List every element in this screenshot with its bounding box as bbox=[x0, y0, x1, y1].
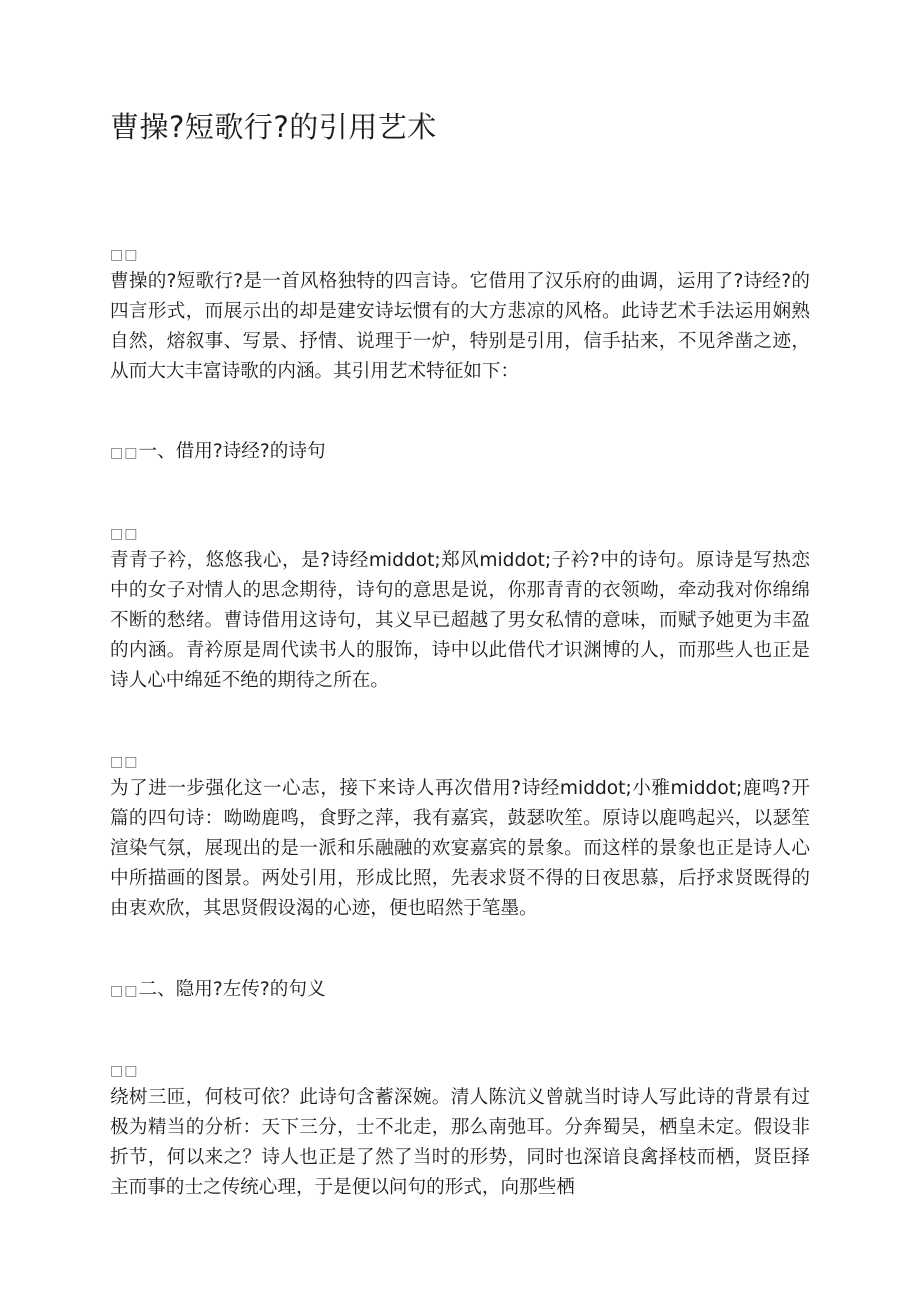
paragraph-luming bbox=[110, 750, 810, 924]
indent-glyphs: □□ bbox=[110, 526, 139, 542]
indent-glyphs: □□ bbox=[110, 445, 139, 461]
paragraph-text: 绕树三匝，何枝可依？此诗句含蓄深婉。清人陈沆义曾就当时诗人写此诗的背景有过极为精当的分析：天下三分，士不北走，那么南弛耳。分奔蜀吴，栖皇未定。假设非折节，何以来之？诗人也正是了然了当时的形势，同时也深谙良禽择枝而栖，贤臣择主而事的士之传统心理，于是便以问句的形式，向那些栖 bbox=[110, 1087, 810, 1198]
section-heading-text: 一、借用?诗经?的诗句 bbox=[138, 441, 326, 462]
paragraph-intro bbox=[110, 243, 810, 387]
paragraph-raoshu bbox=[110, 1059, 810, 1203]
indent-glyphs: □□ bbox=[110, 754, 139, 770]
document-title: 曹操?短歌行?的引用艺术 bbox=[110, 110, 437, 144]
indent-glyphs: □□ bbox=[110, 1063, 139, 1079]
paragraph-text: 为了进一步强化这一心志，接下来诗人再次借用?诗经middot;小雅middot;鹿鸣?开篇的四句诗：呦呦鹿鸣，食野之萍，我有嘉宾，鼓瑟吹笙。原诗以鹿鸣起兴，以瑟笙渲染气氛，展现出的是一派和乐融融的欢宴嘉宾的景象。而这样的景象也正是诗人心中所描画的图景。两处引用，形成比照，先表求贤不得的日夜思慕，后抒求贤既得的由衷欢欣，其思贤假设渴的心迹，便也昭然于笔墨。 bbox=[110, 778, 810, 919]
section-heading-1 bbox=[110, 437, 326, 468]
section-heading-text: 二、隐用?左传?的句义 bbox=[138, 979, 326, 1000]
indent-glyphs: □□ bbox=[110, 983, 139, 999]
paragraph-text: 青青子衿，悠悠我心，是?诗经middot;郑风middot;子衿?中的诗句。原诗是写热恋中的女子对情人的思念期待，诗句的意思是说，你那青青的衣领呦，牵动我对你绵绵不断的愁绪。曹诗借用这诗句，其义早已超越了男女私情的意味，而赋予她更为丰盈的内涵。青衿原是周代读书人的服饰，诗中以此借代才识渊博的人，而那些人也正是诗人心中绵延不绝的期待之所在。 bbox=[110, 550, 810, 691]
paragraph-qingqing bbox=[110, 522, 810, 696]
paragraph-text: 曹操的?短歌行?是一首风格独特的四言诗。它借用了汉乐府的曲调，运用了?诗经?的四言形式，而展示出的却是建安诗坛惯有的大方悲凉的风格。此诗艺术手法运用娴熟自然，熔叙事、写景、抒情、说理于一炉，特别是引用，信手拈来，不见斧凿之迹，从而大大丰富诗歌的内涵。其引用艺术特征如下： bbox=[110, 271, 810, 382]
indent-glyphs: □□ bbox=[110, 247, 139, 263]
section-heading-2 bbox=[110, 975, 326, 1006]
